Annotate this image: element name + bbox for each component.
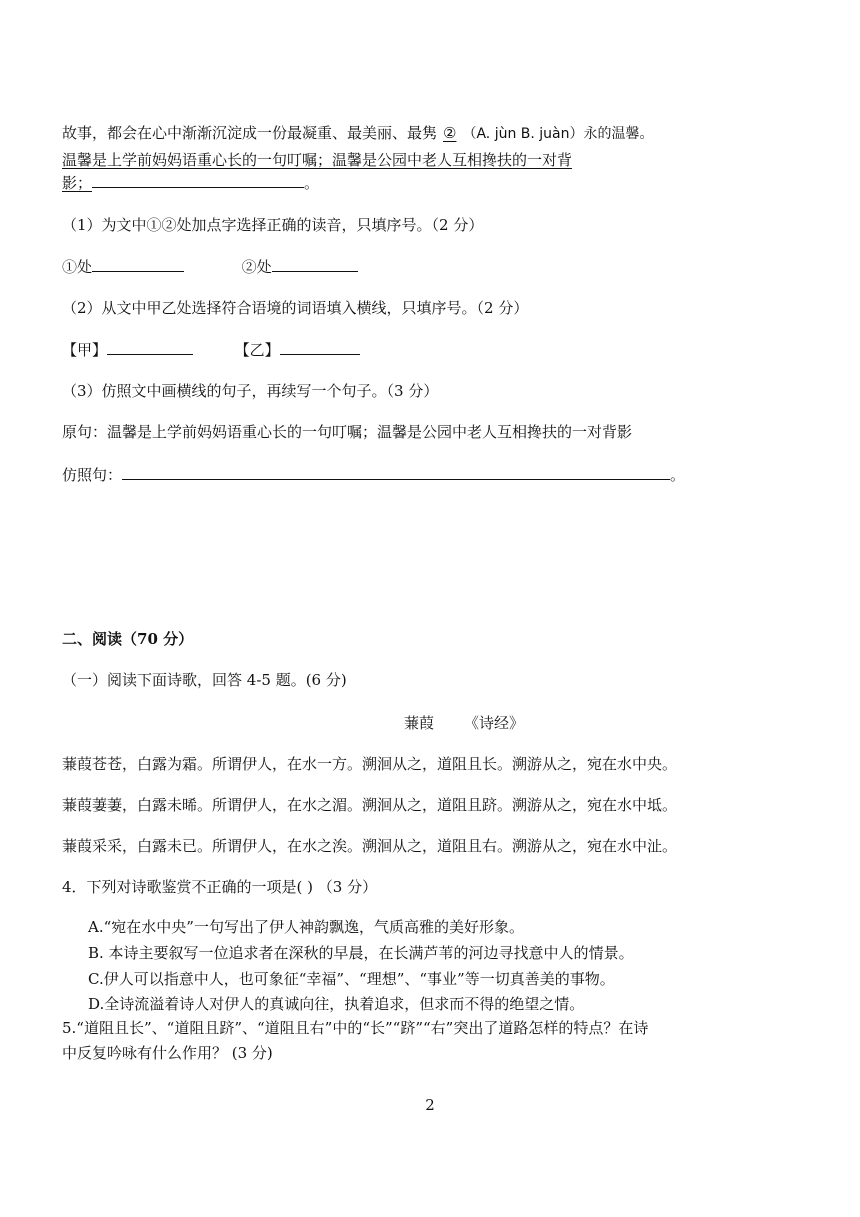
q1-blank-1[interactable] bbox=[92, 257, 184, 272]
q5-line-1: 5.“道阻且长”、“道阻且跻”、“道阻且右”中的“长”“跻”“右”突出了道路怎样的特点？在诗 bbox=[62, 1019, 649, 1037]
q2-prompt: （2）从文中甲乙处选择符合语境的词语填入横线，只填序号。（2 分） bbox=[62, 299, 529, 317]
q3-imitate-end: 。 bbox=[670, 466, 686, 484]
q1-prompt: （1）为文中①②处加点字选择正确的读音，只填序号。（2 分） bbox=[62, 216, 484, 234]
q2-answers bbox=[62, 339, 360, 361]
section-heading: 二、阅读（70 分） bbox=[62, 630, 194, 648]
q2-blank-2[interactable] bbox=[280, 340, 360, 355]
q3-prompt: （3）仿照文中画横线的句子，再续写一个句子。（3 分） bbox=[62, 382, 439, 400]
poem-source: 《诗经》 bbox=[464, 714, 525, 732]
intro-text-3a: 影； bbox=[62, 174, 93, 192]
section-subheading: （一）阅读下面诗歌，回答 4-5 题。(6 分) bbox=[62, 671, 347, 689]
q3-original: 原句：温馨是上学前妈妈语重心长的一句叮嘱；温馨是公园中老人互相搀扶的一对背影 bbox=[62, 423, 633, 441]
intro-text-3b: 。 bbox=[304, 174, 320, 192]
q2-label-2: 【乙】 bbox=[234, 341, 280, 359]
intro-text-1a: 故事，都会在心中渐渐沉淀成一份最凝重、最美丽、最隽 bbox=[62, 124, 438, 142]
q4-option-b[interactable]: B. 本诗主要叙写一位追求者在深秋的早晨，在长满芦苇的河边寻找意中人的情景。 bbox=[88, 944, 634, 962]
poem-line-3: 蒹葭采采，白露未已。所谓伊人，在水之涘。溯洄从之，道阻且右。溯游从之，宛在水中沚。 bbox=[62, 837, 678, 855]
q3-imitate bbox=[62, 464, 685, 486]
q4-option-d[interactable]: D.全诗流溢着诗人对伊人的真诚向往，执着追求，但求而不得的绝望之情。 bbox=[88, 995, 585, 1013]
q5-line-2: 中反复吟咏有什么作用？ (3 分) bbox=[62, 1044, 273, 1062]
q2-label-1: 【甲】 bbox=[62, 341, 108, 359]
q1-label-2: ②处 bbox=[241, 258, 272, 276]
poem-title-line bbox=[404, 712, 524, 734]
answer-blank-line3[interactable] bbox=[92, 173, 304, 188]
intro-line-2: 温馨是上学前妈妈语重心长的一句叮嘱；温馨是公园中老人互相搀扶的一对背 bbox=[62, 151, 573, 169]
q4-option-c[interactable]: C.伊人可以指意中人，也可象征“幸福”、“理想”、“事业”等一切真善美的事物。 bbox=[88, 970, 615, 988]
q1-blank-2[interactable] bbox=[272, 257, 358, 272]
q4-option-a[interactable]: A.“宛在水中央”一句写出了伊人神韵飘逸，气质高雅的美好形象。 bbox=[88, 918, 524, 936]
poem-title: 蒹葭 bbox=[404, 714, 435, 732]
q4-prompt: 4．下列对诗歌鉴赏不正确的一项是( ) （3 分） bbox=[62, 878, 378, 896]
poem-line-2: 蒹葭萋萋，白露未晞。所谓伊人，在水之湄。溯洄从之，道阻且跻。溯游从之，宛在水中坻。 bbox=[62, 796, 678, 814]
intro-line-1 bbox=[62, 122, 654, 145]
poem-line-1: 蒹葭苍苍，白露为霜。所谓伊人，在水一方。溯洄从之，道阻且长。溯游从之，宛在水中央。 bbox=[62, 755, 678, 773]
q1-answers bbox=[62, 256, 358, 278]
q3-imitate-label: 仿照句： bbox=[62, 466, 123, 484]
q2-blank-1[interactable] bbox=[107, 340, 193, 355]
q3-imitate-blank[interactable] bbox=[122, 465, 670, 480]
q1-label-1: ①处 bbox=[62, 258, 93, 276]
blank-2: ② bbox=[443, 124, 457, 142]
intro-text-1b: （A. jùn B. juàn）永的温馨。 bbox=[462, 126, 654, 142]
page-number: 2 bbox=[425, 1096, 435, 1114]
intro-line-3 bbox=[62, 172, 319, 194]
